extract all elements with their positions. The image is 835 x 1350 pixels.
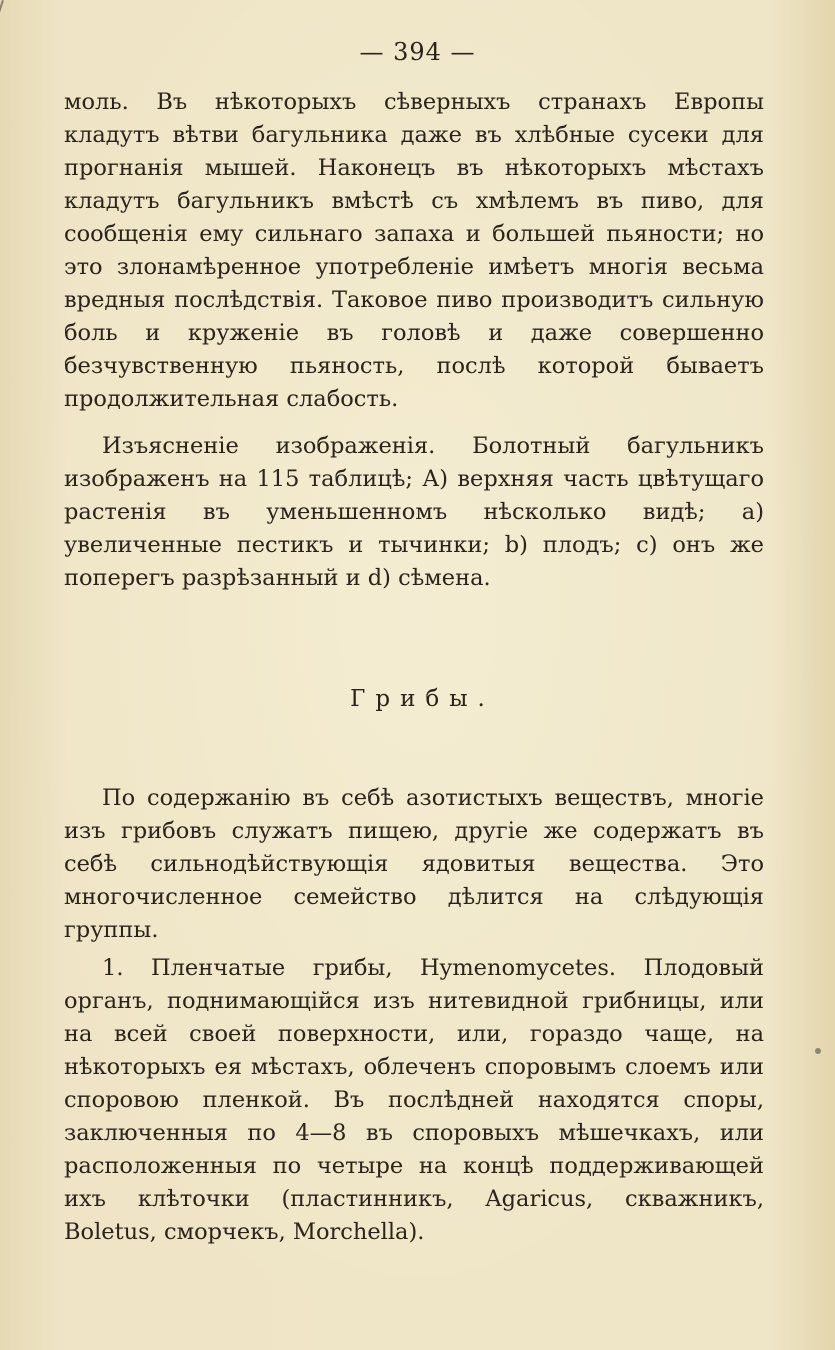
paragraph-fungi-intro (64, 782, 764, 947)
paragraph-text: моль. Въ нѣкоторыхъ сѣверныхъ странахъ Европы кладутъ вѣтви багульника даже въ хлѣбные сусеки для прогнанія мышей. Наконецъ въ нѣкоторыхъ мѣстахъ кладутъ багульникъ вмѣстѣ съ хмѣлемъ въ пиво, для сообщенія ему сильнаго запаха и большей пьяности; но это злонамѣренное употребленіе имѣетъ многія весьма вредныя послѣдствія. Таковое пиво производитъ сильную боль и круженіе въ головѣ и даже совершенно безчувственную пьяность, послѣ которой бываетъ продолжительная слабость. (64, 89, 764, 412)
ink-spot (815, 1048, 821, 1054)
paragraph-text: 1. Пленчатые грибы, Hymenomycetes. Плодовый органъ, поднимающійся изъ нитевидной грибницы, или на всей своей поверхности, или, гораздо чаще, на нѣкоторыхъ ея мѣстахъ, облеченъ споровымъ слоемъ или споровою пленкой. Въ послѣдней находятся споры, заключенныя по 4—8 въ споровыхъ мѣшечкахъ, или расположенныя по четыре на концѣ поддерживающей ихъ клѣточки (пластинникъ, Agaricus, скважникъ, Boletus, сморчекъ, Morchella). (64, 955, 764, 1245)
paragraph-text: По содержанію въ себѣ азотистыхъ веществъ, многіе изъ грибовъ служатъ пищею, другіе же содержатъ въ себѣ сильнодѣйствующія ядовитыя вещества. Это многочисленное семейство дѣлится на слѣдующія группы. (64, 785, 764, 943)
page-edge-mark (0, 0, 4, 35)
paragraph-figure-explanation (64, 430, 764, 595)
page-number: — 394 — (359, 38, 476, 66)
paragraph-text: Изъясненіе изображенія. Болотный багульникъ изображенъ на 115 таблицѣ; А) верхняя часть цвѣтущаго растенія въ уменьшенномъ нѣсколько видѣ; a) увеличенные пестикъ и тычинки; b) плодъ; c) онъ же поперегъ разрѣзанный и d) сѣмена. (64, 433, 764, 591)
section-heading: Грибы. (350, 686, 495, 712)
paragraph-hymenomycetes (64, 952, 764, 1249)
paragraph-ledum-effects (64, 86, 764, 416)
